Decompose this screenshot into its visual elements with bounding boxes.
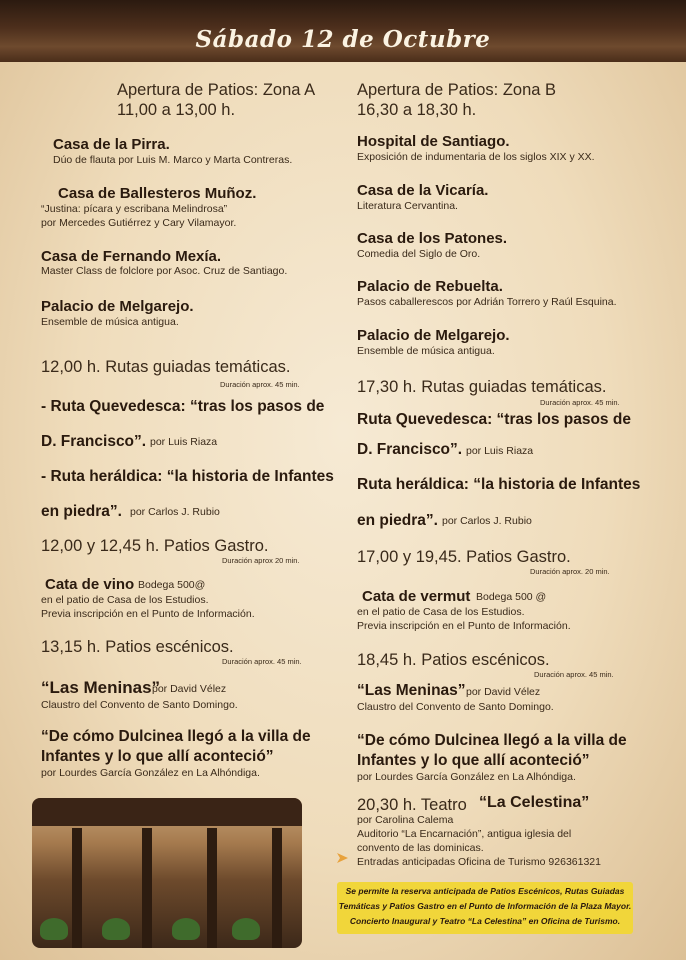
ruta-by: por Carlos J. Rubio (442, 515, 532, 527)
meninas-name: “Las Meninas” (41, 678, 161, 697)
ruta-line: Ruta Quevedesca: “tras los pasos de (357, 411, 631, 428)
escenicos-duration: Duración aprox. 45 min. (222, 657, 302, 666)
meninas-place: Claustro del Convento de Santo Domingo. (357, 701, 554, 713)
dulcinea-line: “De cómo Dulcinea llegó a la villa de (41, 728, 311, 745)
teatro-name: “La Celestina” (479, 794, 590, 811)
zone-a-time: 11,00 a 13,00 h. (117, 101, 236, 119)
ruta-by: por Luis Riaza (466, 445, 534, 457)
gastro-title: 17,00 y 19,45. Patios Gastro. (357, 548, 571, 566)
ruta-line: en piedra”. (41, 503, 122, 520)
rutas-title: 12,00 h. Rutas guiadas temáticas. (41, 358, 291, 376)
header-banner (0, 0, 686, 62)
photo-pillar (272, 828, 282, 948)
photo-plant (102, 918, 130, 940)
cata-line: en el patio de Casa de los Estudios. (41, 594, 209, 606)
notice-line: Se permite la reserva anticipada de Patios Escénicos, Rutas Guiadas (345, 886, 625, 896)
venue-name: Palacio de Melgarejo. (41, 298, 194, 315)
cata-line: Previa inscripción en el Punto de Información. (41, 608, 255, 620)
venue-name: Palacio de Rebuelta. (357, 278, 503, 295)
venue-desc: Literatura Cervantina. (357, 200, 458, 212)
venue-name: Casa de la Pirra. (53, 136, 170, 153)
meninas-place: Claustro del Convento de Santo Domingo. (41, 699, 238, 711)
courtyard-photo (32, 798, 302, 948)
photo-pillar (207, 828, 217, 948)
meninas-name: “Las Meninas” (357, 682, 466, 699)
venue-desc: por Mercedes Gutiérrez y Cary Vilamayor. (41, 217, 237, 229)
cata-bodega: Bodega 500 @ (476, 591, 547, 603)
cata-line: Previa inscripción en el Punto de Información. (357, 620, 571, 632)
venue-name: Casa de los Patones. (357, 230, 508, 247)
escenicos-title: 13,15 h. Patios escénicos. (41, 638, 234, 656)
gastro-title: 12,00 y 12,45 h. Patios Gastro. (41, 537, 269, 555)
arrow-pointer-icon (335, 850, 351, 866)
venue-name: Casa de Ballesteros Muñoz. (58, 185, 257, 202)
teatro-place: Auditorio “La Encarnación”, antigua iglesia del (357, 828, 572, 840)
venue-desc: “Justina: pícara y escribana Melindrosa” (41, 203, 228, 215)
venue-desc: Dúo de flauta por Luis M. Marco y Marta Contreras. (53, 154, 293, 166)
venue-desc: Comedia del Siglo de Oro. (357, 248, 481, 260)
zone-b-title: Apertura de Patios: Zona B (357, 81, 557, 99)
ruta-line: Ruta heráldica: “la historia de Infantes (357, 476, 641, 493)
rutas-duration: Duración aprox. 45 min. (540, 398, 620, 407)
dulcinea-line: Infantes y lo que allí aconteció” (357, 752, 590, 769)
teatro-place: convento de las dominicas. (357, 842, 484, 854)
teatro-time: 20,30 h. Teatro (357, 796, 467, 814)
cata-name: Cata de vino (45, 576, 135, 593)
venue-desc: Ensemble de música antigua. (357, 345, 495, 357)
zone-a-title: Apertura de Patios: Zona A (117, 81, 316, 99)
notice-line: Concierto Inaugural y Teatro “La Celestina” en Oficina de Turismo. (349, 916, 621, 926)
ruta-line: - Ruta heráldica: “la historia de Infantes (41, 468, 334, 485)
dulcinea-line: Infantes y lo que allí aconteció” (41, 748, 274, 765)
ruta-by: por Luis Riaza (150, 436, 218, 448)
dulcinea-by: por Lourdes García González en La Alhóndiga. (357, 771, 576, 783)
photo-plant (172, 918, 200, 940)
gastro-duration: Duración aprox. 20 min. (530, 567, 610, 576)
rutas-duration: Duración aprox. 45 min. (220, 380, 300, 389)
ruta-line: en piedra”. (357, 512, 438, 529)
escenicos-title: 18,45 h. Patios escénicos. (357, 651, 550, 669)
venue-desc: Pasos caballerescos por Adrián Torrero y Raúl Esquina. (357, 296, 617, 308)
rutas-title: 17,30 h. Rutas guiadas temáticas. (357, 378, 607, 396)
photo-roof (32, 798, 302, 826)
venue-desc: Ensemble de música antigua. (41, 316, 179, 328)
dulcinea-line: “De cómo Dulcinea llegó a la villa de (357, 732, 627, 749)
meninas-by: por David Vélez (466, 686, 541, 698)
venue-name: Palacio de Melgarejo. (357, 327, 510, 344)
gastro-duration: Duración aprox 20 min. (222, 556, 300, 565)
ruta-line: - Ruta Quevedesca: “tras los pasos de (41, 398, 325, 415)
teatro-tickets: Entradas anticipadas Oficina de Turismo 926361321 (357, 856, 601, 868)
ruta-by: por Carlos J. Rubio (130, 506, 220, 518)
venue-desc: Exposición de indumentaria de los siglos XIX y XX. (357, 151, 595, 163)
dulcinea-by: por Lourdes García González en La Alhóndiga. (41, 767, 260, 779)
photo-plant (40, 918, 68, 940)
ruta-line: D. Francisco”. (357, 441, 463, 458)
cata-line: en el patio de Casa de los Estudios. (357, 606, 525, 618)
cata-bodega: Bodega 500@ (138, 579, 206, 591)
venue-name: Hospital de Santiago. (357, 133, 510, 150)
cata-name: Cata de vermut (362, 588, 471, 605)
venue-desc: Master Class de folclore por Asoc. Cruz de Santiago. (41, 265, 288, 277)
teatro-by: por Carolina Calema (357, 814, 454, 826)
venue-name: Casa de Fernando Mexía. (41, 248, 222, 265)
escenicos-duration: Duración aprox. 45 min. (534, 670, 614, 679)
ruta-line: D. Francisco”. (41, 433, 147, 450)
photo-pillar (72, 828, 82, 948)
venue-name: Casa de la Vicaría. (357, 182, 489, 199)
zone-b-time: 16,30 a 18,30 h. (357, 101, 477, 119)
page-title: Sábado 12 de Octubre (195, 26, 491, 53)
reservation-notice (337, 882, 633, 934)
notice-line: Temáticas y Patios Gastro en el Punto de Información de la Plaza Mayor. (338, 901, 632, 911)
photo-plant (232, 918, 260, 940)
photo-pillar (142, 828, 152, 948)
meninas-by: por David Vélez (152, 683, 227, 695)
